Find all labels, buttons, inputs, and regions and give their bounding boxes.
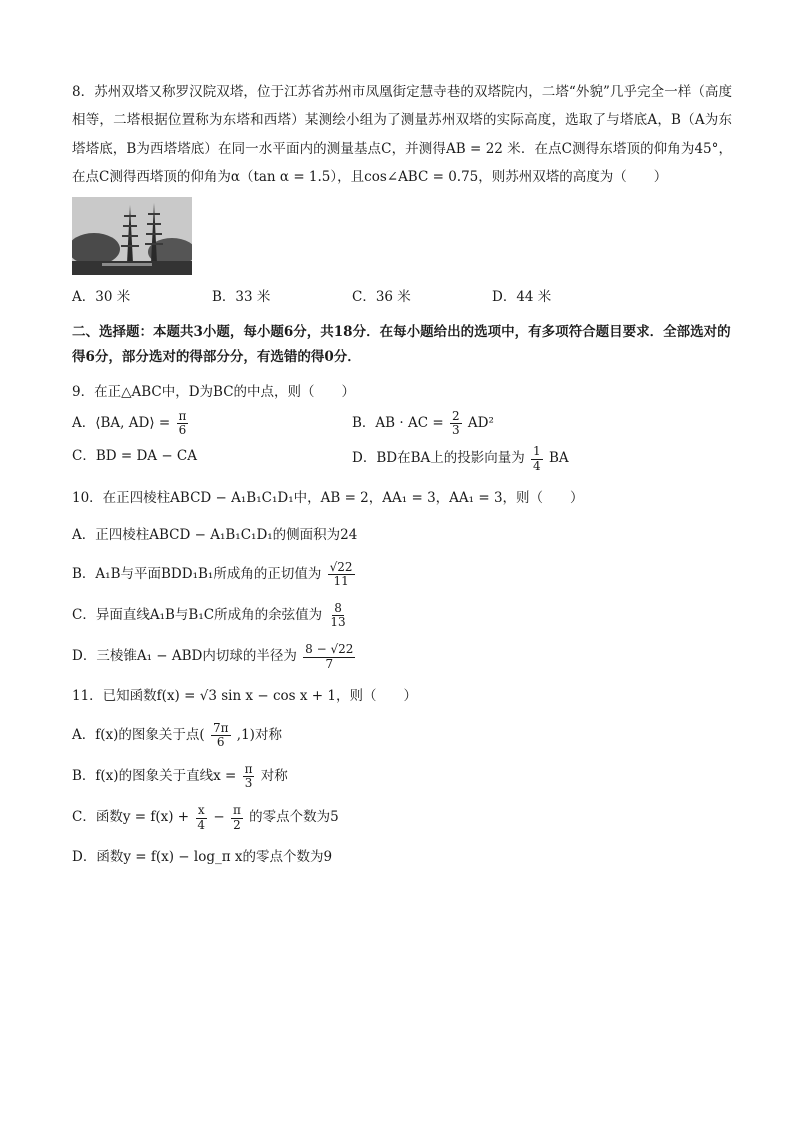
q10-d-text: D．三棱锥A₁ − ABD内切球的半径为 bbox=[72, 648, 297, 665]
q10-c-fraction bbox=[328, 602, 347, 629]
q10-d-fraction bbox=[303, 643, 355, 670]
q8-option-c[interactable]: C．36 米 bbox=[352, 289, 411, 306]
q10-option-d[interactable] bbox=[72, 643, 732, 670]
q10-b-den: 11 bbox=[333, 573, 349, 588]
q11-a-num: 7π bbox=[212, 720, 229, 735]
q9-stem: 9．在正△ABC中，D为BC的中点，则（ ） bbox=[72, 384, 356, 400]
q11-c-minus: − bbox=[213, 809, 225, 826]
q11-b-post: 对称 bbox=[260, 768, 288, 785]
q9-d-num: 1 bbox=[533, 444, 541, 459]
q11-b-num: π bbox=[244, 762, 253, 776]
q10-c-text: C．异面直线A₁B与B₁C所成角的余弦值为 bbox=[72, 607, 323, 624]
q11-a-text: A．f(x)的图象关于点( bbox=[72, 726, 205, 743]
q11-a-post: ,1)对称 bbox=[236, 726, 282, 743]
q11-c-num1: x bbox=[197, 803, 205, 818]
q11-b-fraction bbox=[243, 763, 255, 790]
q10-d-den: 7 bbox=[325, 656, 334, 671]
q9-b-text: B．AB · AC = bbox=[352, 415, 444, 432]
q10-d-num: 8 − √22 bbox=[305, 642, 354, 657]
q9-d-fraction bbox=[531, 445, 543, 472]
question-8-options bbox=[72, 283, 732, 311]
question-8 bbox=[72, 78, 732, 312]
q9-d-den: 4 bbox=[533, 458, 541, 473]
q10-c-den: 13 bbox=[330, 615, 346, 630]
q11-b-den: 3 bbox=[244, 776, 253, 791]
q10-stem: 10．在正四棱柱ABCD − A₁B₁C₁D₁中，AB = 2，AA₁ = 3，AA₁ = 3，则（ ） bbox=[72, 489, 584, 506]
q9-a-fraction bbox=[177, 410, 189, 437]
q11-a-den: 6 bbox=[216, 734, 225, 749]
q9-option-c[interactable]: C．BD = DA − CA bbox=[72, 448, 198, 465]
q10-option-b[interactable] bbox=[72, 561, 732, 588]
q11-c-num2: π bbox=[232, 803, 241, 818]
q9-b-den: 3 bbox=[451, 423, 460, 438]
q10-b-fraction bbox=[328, 561, 355, 588]
exam-page bbox=[72, 78, 732, 869]
q11-b-text: B．f(x)的图象关于直线x = bbox=[72, 768, 237, 785]
q10-option-c[interactable] bbox=[72, 602, 732, 629]
q11-c-fraction-1 bbox=[195, 804, 207, 831]
twin-pagoda-photo bbox=[72, 197, 192, 275]
q11-c-text: C．函数y = f(x) + bbox=[72, 809, 190, 826]
q11-option-b[interactable] bbox=[72, 763, 732, 790]
q11-c-post: 的零点个数为5 bbox=[249, 809, 339, 826]
q9-options bbox=[72, 410, 732, 473]
q9-b-num: 2 bbox=[451, 408, 460, 423]
q9-a-num: π bbox=[178, 408, 187, 423]
q9-a-text: A．⟨BA, AD⟩ = bbox=[72, 415, 171, 432]
q11-option-c[interactable] bbox=[72, 804, 732, 831]
q11-stem: 11．已知函数f(x) = √3 sin x − cos x + 1，则（ ） bbox=[72, 687, 417, 704]
question-10 bbox=[72, 487, 732, 671]
q8-option-a[interactable]: A．30 米 bbox=[72, 289, 131, 306]
q9-d-post: BA bbox=[548, 450, 569, 467]
q11-option-d[interactable]: D．函数y = f(x) − log_π x的零点个数为9 bbox=[72, 848, 333, 865]
q11-a-fraction bbox=[211, 722, 231, 749]
q10-option-a[interactable]: A．正四棱柱ABCD − A₁B₁C₁D₁的侧面积为24 bbox=[72, 526, 358, 543]
question-9 bbox=[72, 381, 732, 473]
q9-option-d[interactable] bbox=[352, 445, 652, 472]
q8-option-b[interactable]: B．33 米 bbox=[212, 289, 271, 306]
q9-option-b[interactable] bbox=[352, 410, 652, 437]
q10-b-num: √22 bbox=[329, 559, 353, 574]
question-8-text: 8．苏州双塔又称罗汉院双塔，位于江苏省苏州市凤凰街定慧寺巷的双塔院内，二塔“外貌”几乎完全一样（高度相等，二塔根据位置称为东塔和西塔）某测绘小组为了测量苏州双塔的实际高度，选取了与塔底A，B（A为东塔塔底，B为西塔塔底）在同一水平面内的测量基点C，并测得AB = 22 米．在点C测得东塔顶的仰角为45°，在点C测得西塔顶的仰角为α（tan α = 1.5），且cos∠ABC = 0.75，则苏州双塔的高度为（ ） bbox=[72, 84, 732, 186]
q10-c-num: 8 bbox=[334, 600, 342, 615]
q11-c-fraction-2 bbox=[231, 804, 243, 831]
section-2-heading: 二、选择题：本题共3小题，每小题6分，共18分．在每小题给出的选项中，有多项符合题目要求．全部选对的得6分，部分选对的得部分分，有选错的得0分． bbox=[72, 323, 731, 366]
q11-c-den1: 4 bbox=[197, 817, 206, 832]
pagoda-image bbox=[72, 197, 192, 275]
q8-option-d[interactable]: D．44 米 bbox=[492, 289, 552, 306]
q9-b-fraction bbox=[450, 410, 462, 437]
question-11 bbox=[72, 685, 732, 869]
q9-b-post: AD² bbox=[467, 415, 494, 432]
q11-option-a[interactable] bbox=[72, 722, 732, 749]
q9-d-text: D．BD在BA上的投影向量为 bbox=[352, 450, 525, 467]
q11-c-den2: 2 bbox=[233, 817, 241, 832]
q9-a-den: 6 bbox=[178, 423, 187, 438]
q10-b-text: B．A₁B与平面BDD₁B₁所成角的正切值为 bbox=[72, 565, 322, 582]
q9-option-a[interactable] bbox=[72, 410, 352, 437]
